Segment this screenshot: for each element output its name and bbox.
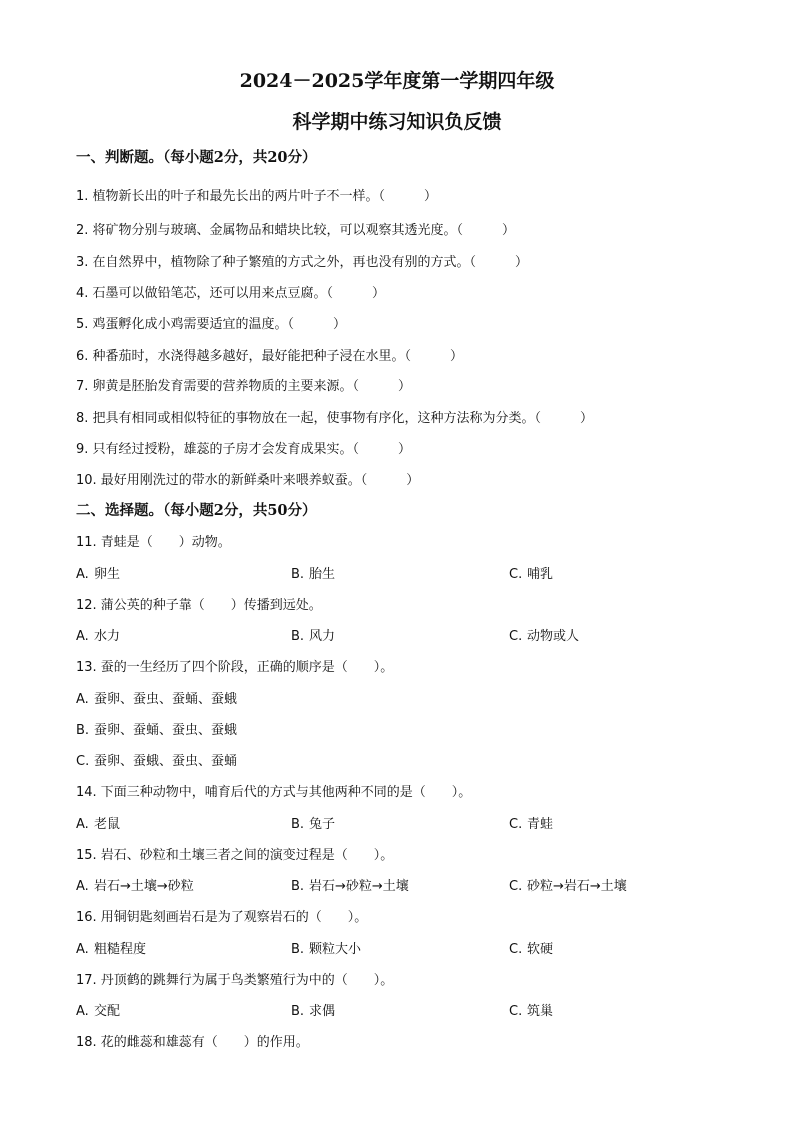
q17-option-a: A. 交配 [76, 1004, 121, 1019]
choice-question-16: 16. 用铜钥匙刻画岩石是为了观察岩石的（ ）。 [76, 910, 368, 925]
q15-option-c: C. 砂粒→岩石→土壤 [509, 879, 627, 894]
q15-option-b: B. 岩石→砂粒→土壤 [291, 879, 409, 894]
q11-option-a: A. 卵生 [76, 567, 121, 582]
q12-option-c: C. 动物或人 [509, 629, 580, 644]
choice-question-18: 18. 花的雌蕊和雄蕊有（ ）的作用。 [76, 1035, 309, 1050]
judge-item-9: 9. 只有经过授粉，雄蕊的子房才会发育成果实。（ ） [76, 442, 412, 457]
q15-option-a: A. 岩石→土壤→砂粒 [76, 879, 194, 894]
q12-option-b: B. 风力 [291, 629, 336, 644]
q14-option-b: B. 兔子 [291, 817, 336, 832]
judge-item-7: 7. 卵黄是胚胎发育需要的营养物质的主要来源。（ ） [76, 379, 412, 394]
judge-item-8: 8. 把具有相同或相似特征的事物放在一起，使事物有序化，这种方法称为分类。（ ） [76, 411, 594, 426]
judge-item-3: 3. 在自然界中，植物除了种子繁殖的方式之外，再也没有别的方式。（ ） [76, 255, 529, 270]
q16-option-b: B. 颗粒大小 [291, 942, 362, 957]
judge-item-1: 1. 植物新长出的叶子和最先长出的两片叶子不一样。（ ） [76, 189, 438, 204]
q14-option-a: A. 老鼠 [76, 817, 121, 832]
judge-item-2: 2. 将矿物分别与玻璃、金属物品和蜡块比较，可以观察其透光度。（ ） [76, 223, 516, 238]
q16-option-c: C. 软硬 [509, 942, 554, 957]
judge-item-5: 5. 鸡蛋孵化成小鸡需要适宜的温度。（ ） [76, 317, 347, 332]
judge-item-10: 10. 最好用刚洗过的带水的新鲜桑叶来喂养蚁蚕。（ ） [76, 473, 420, 488]
exam-title: 2024－2025学年度第一学期四年级 [239, 70, 555, 92]
q12-option-a: A. 水力 [76, 629, 121, 644]
judge-item-4: 4. 石墨可以做铅笔芯，还可以用来点豆腐。（ ） [76, 286, 386, 301]
choice-question-17: 17. 丹顶鹤的跳舞行为属于鸟类繁殖行为中的（ ）。 [76, 973, 394, 988]
q11-option-b: B. 胎生 [291, 567, 336, 582]
exam-subtitle: 科学期中练习知识负反馈 [292, 111, 502, 133]
choice-question-13: 13. 蚕的一生经历了四个阶段，正确的顺序是（ ）。 [76, 660, 394, 675]
choice-question-14: 14. 下面三种动物中，哺育后代的方式与其他两种不同的是（ ）。 [76, 785, 472, 800]
section-judge-heading: 一、判断题。（每小题2分，共20分） [76, 149, 317, 166]
choice-question-15: 15. 岩石、砂粒和土壤三者之间的演变过程是（ ）。 [76, 848, 394, 863]
q13-option-a: A. 蚕卵、蚕虫、蚕蛹、蚕蛾 [76, 692, 238, 707]
q14-option-c: C. 青蛙 [509, 817, 554, 832]
choice-question-11: 11. 青蛙是（ ）动物。 [76, 535, 231, 550]
judge-item-6: 6. 种番茄时，水浇得越多越好，最好能把种子浸在水里。（ ） [76, 349, 464, 364]
section-choice-heading: 二、选择题。（每小题2分，共50分） [76, 502, 317, 519]
q16-option-a: A. 粗糙程度 [76, 942, 147, 957]
q17-option-b: B. 求偶 [291, 1004, 336, 1019]
choice-question-12: 12. 蒲公英的种子靠（ ）传播到远处。 [76, 598, 322, 613]
q17-option-c: C. 筑巢 [509, 1004, 554, 1019]
q13-option-c: C. 蚕卵、蚕蛾、蚕虫、蚕蛹 [76, 754, 238, 769]
q13-option-b: B. 蚕卵、蚕蛹、蚕虫、蚕蛾 [76, 723, 238, 738]
q11-option-c: C. 哺乳 [509, 567, 554, 582]
